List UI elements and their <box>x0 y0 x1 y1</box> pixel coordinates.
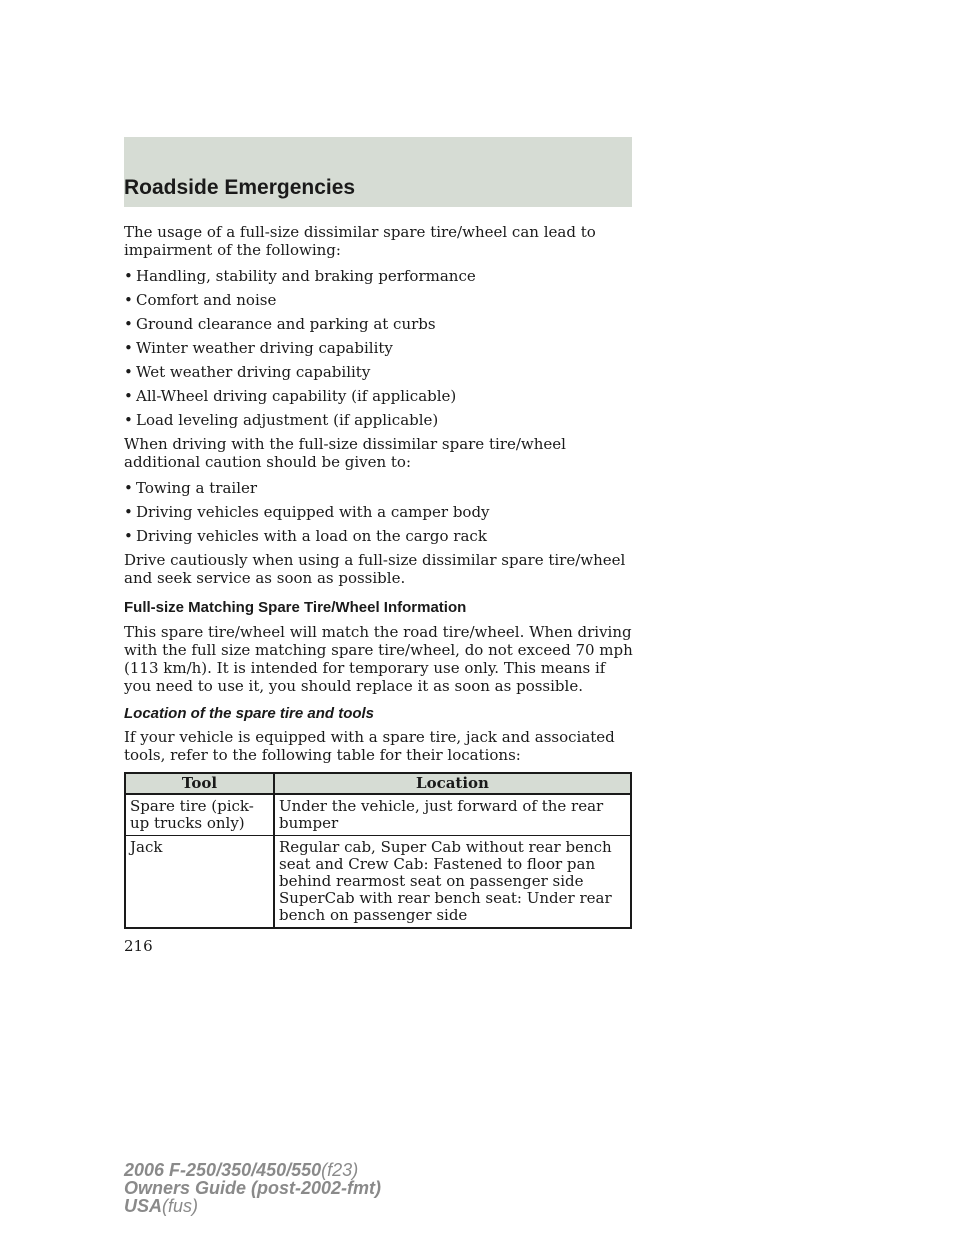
location-cell: Under the vehicle, just forward of the rear bumper <box>274 794 631 836</box>
list-item: • Wet weather driving capability <box>124 363 371 381</box>
list-item: • Winter weather driving capability <box>124 339 393 357</box>
location-cell: Regular cab, Super Cab without rear bench seat and Crew Cab: Fastened to floor pan behind rearmost seat on passenger side SuperCab with rear bench seat: Under rear bench on passenger side <box>274 836 631 929</box>
list-item: • Towing a trailer <box>124 479 258 497</box>
column-header-tool: Tool <box>125 773 274 794</box>
page-number: 216 <box>124 937 153 955</box>
drive-cautiously-paragraph: Drive cautiously when using a full-size dissimilar spare tire/wheel and seek service as soon as possible. <box>124 551 626 587</box>
tool-cell: Jack <box>125 836 274 929</box>
list-item: • Driving vehicles with a load on the cargo rack <box>124 527 487 545</box>
location-paragraph: If your vehicle is equipped with a spare tire, jack and associated tools, refer to the following table for their locations: <box>124 728 615 764</box>
tool-location-table <box>124 772 632 929</box>
table-row <box>125 794 631 836</box>
column-header-location: Location <box>274 773 631 794</box>
list-item: • Comfort and noise <box>124 291 277 309</box>
list-item: • Handling, stability and braking performance <box>124 267 476 285</box>
list-item: • Driving vehicles equipped with a camper body <box>124 503 490 521</box>
matching-spare-paragraph: This spare tire/wheel will match the road tire/wheel. When driving with the full size matching spare tire/wheel, do not exceed 70 mph (113 km/h). It is intended for temporary use only. This means if you need to use it, you should replace it as soon as possible. <box>124 623 633 695</box>
table-header-row <box>125 773 631 794</box>
impairment-list <box>124 267 636 429</box>
intro-paragraph-2: When driving with the full-size dissimilar spare tire/wheel additional caution should be given to: <box>124 435 566 471</box>
caution-list <box>124 479 636 545</box>
matching-spare-heading: Full-size Matching Spare Tire/Wheel Information <box>124 599 467 616</box>
list-item: • Ground clearance and parking at curbs <box>124 315 436 333</box>
document-footer: 2006 F-250/350/450/550(f23) Owners Guide (post-2002-fmt) USA(fus) <box>124 1160 382 1216</box>
table-row <box>125 836 631 929</box>
location-heading: Location of the spare tire and tools <box>124 705 375 722</box>
page-content <box>124 223 636 929</box>
intro-paragraph-1: The usage of a full-size dissimilar spare tire/wheel can lead to impairment of the following: <box>124 223 596 259</box>
list-item: • All-Wheel driving capability (if applicable) <box>124 387 457 405</box>
list-item: • Load leveling adjustment (if applicable) <box>124 411 439 429</box>
section-title: Roadside Emergencies <box>124 176 356 199</box>
tool-cell: Spare tire (pick-up trucks only) <box>125 794 274 836</box>
